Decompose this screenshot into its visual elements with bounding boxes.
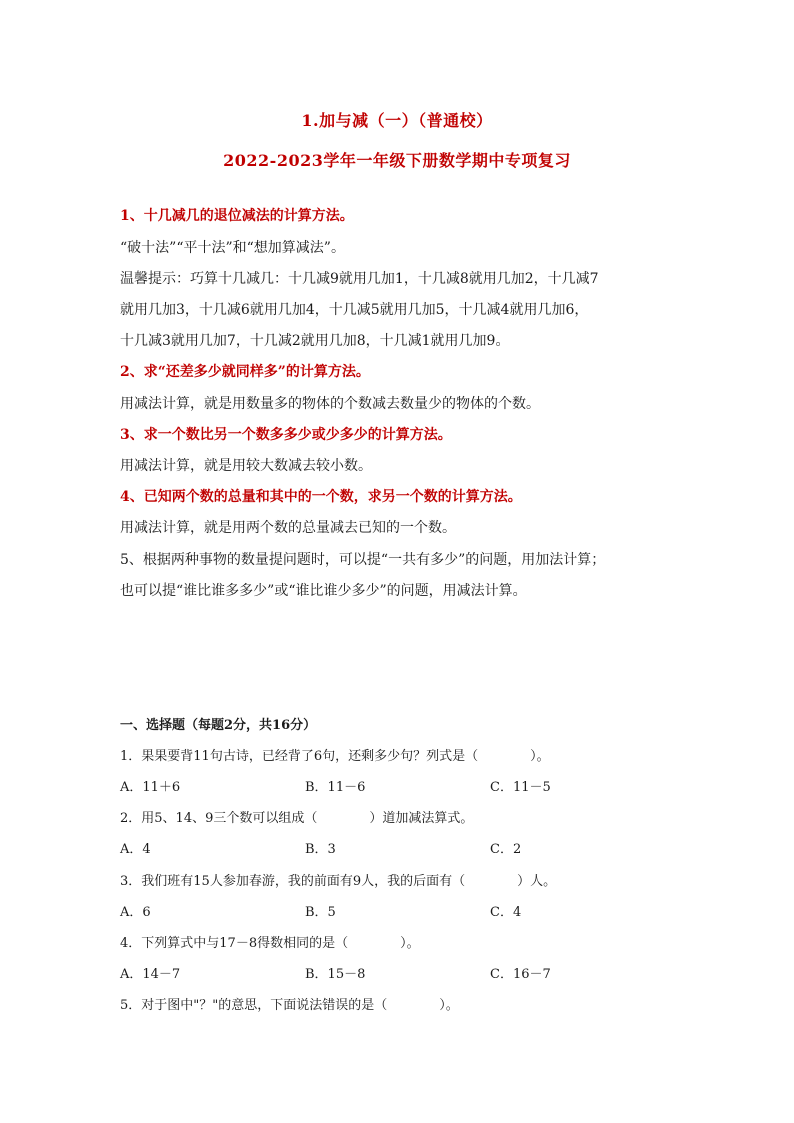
q4-option-b: B．15－8: [305, 967, 366, 982]
q1-option-b: B．11－6: [305, 780, 366, 795]
section-heading-3: 3、求一个数比另一个数多多少或少多少的计算方法。: [120, 427, 452, 443]
knowledge-text: 5、根据两种事物的数量提问题时，可以提“一共有多少”的问题，用加法计算；: [120, 552, 606, 568]
q4-option-c: C．16－7: [490, 967, 551, 982]
q2-option-a: A．4: [120, 842, 151, 857]
knowledge-text: 就用几加3，十几减6就用几加4，十几减5就用几加5，十几减4就用几加6，: [120, 302, 589, 318]
exercise-heading: 一、选择题（每题2分，共16分）: [120, 718, 317, 733]
q4-option-a: A．14－7: [120, 967, 181, 982]
knowledge-text: 用减法计算，就是用数量多的物体的个数减去数量少的物体的个数。: [120, 396, 540, 412]
question-4: 4．下列算式中与17－8得数相同的是（ ）。: [120, 936, 420, 951]
q1-option-a: A．11＋6: [120, 780, 181, 795]
section-heading-4: 4、已知两个数的总量和其中的一个数，求另一个数的计算方法。: [120, 489, 522, 505]
question-5: 5．对于图中"？"的意思，下面说法错误的是（ ）。: [120, 998, 459, 1013]
question-1: 1．果果要背11句古诗，已经背了6句，还剩多少句？列式是（ ）。: [120, 749, 550, 764]
knowledge-text: 温馨提示：巧算十几减几：十几减9就用几加1，十几减8就用几加2，十几减7: [120, 271, 599, 287]
q1-option-c: C．11－5: [490, 780, 551, 795]
knowledge-text: “破十法”“平十法”和“想加算减法”。: [120, 240, 345, 256]
q2-option-c: C．2: [490, 842, 522, 857]
knowledge-text: 十几减3就用几加7，十几减2就用几加8，十几减1就用几加9。: [120, 333, 510, 349]
section-heading-2: 2、求“还差多少就同样多”的计算方法。: [120, 364, 370, 380]
q2-option-b: B．3: [305, 842, 336, 857]
knowledge-text: 用减法计算，就是用两个数的总量减去已知的一个数。: [120, 520, 456, 536]
document-subtitle: 2022-2023学年一年级下册数学期中专项复习: [223, 151, 571, 170]
document-title: 1.加与减（一）（普通校）: [301, 111, 493, 130]
q3-option-b: B．5: [305, 905, 336, 920]
knowledge-text: 也可以提“谁比谁多多少”或“谁比谁少多少”的问题，用减法计算。: [120, 583, 527, 599]
knowledge-text: 用减法计算，就是用较大数减去较小数。: [120, 458, 372, 474]
question-3: 3．我们班有15人参加春游，我的前面有9人，我的后面有（ ）人。: [120, 874, 557, 889]
question-2: 2．用5、14、9三个数可以组成（ ）道加减法算式。: [120, 811, 474, 826]
section-heading-1: 1、十几减几的退位减法的计算方法。: [120, 208, 354, 224]
q3-option-a: A．6: [120, 905, 151, 920]
q3-option-c: C．4: [490, 905, 522, 920]
